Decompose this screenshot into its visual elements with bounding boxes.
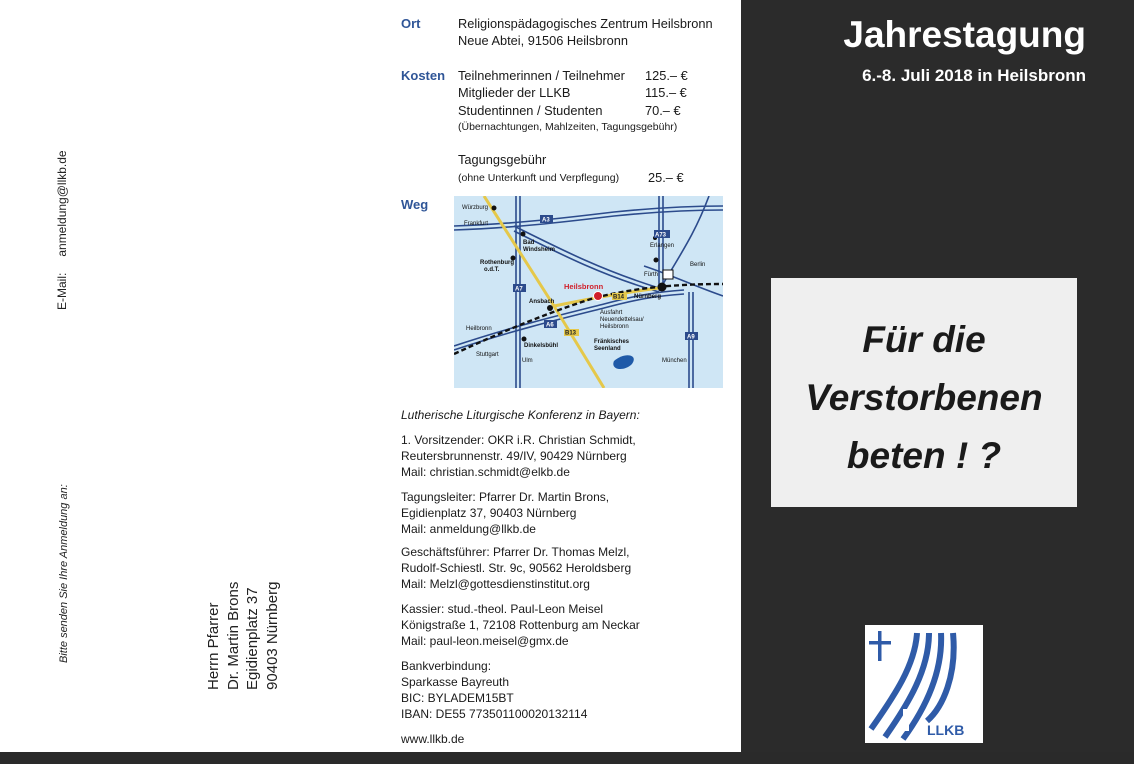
map-label: Erlangen [650, 243, 675, 249]
map-label: Frankfurt [464, 221, 489, 227]
email-value[interactable]: anmeldung@llkb.de [55, 150, 69, 257]
contact-block-chair [401, 432, 636, 480]
theme-line: beten ! ? [846, 435, 1002, 476]
map-label: Würzburg [462, 205, 489, 211]
contact-block-leader [401, 489, 609, 537]
theme-line: Verstorbenen [805, 377, 1043, 418]
ort-line: Religionspädagogisches Zentrum Heilsbronn [458, 16, 713, 31]
road-a9: A9 [687, 334, 695, 341]
road-b14: B14 [613, 294, 625, 301]
cover-panel [741, 0, 1134, 752]
price-label: Teilnehmerinnen / Teilnehmer [458, 68, 625, 83]
mailing-address [204, 582, 282, 690]
send-note: Bitte senden Sie Ihre Anmeldung an: [58, 484, 70, 663]
map-label: Heilsbronn [600, 324, 629, 330]
address-line: Herrn Pfarrer [205, 602, 222, 690]
contact-line: Reutersbrunnenstr. 49/IV, 90429 Nürnberg [401, 449, 627, 463]
llkb-logo-icon [865, 625, 983, 743]
llkb-logo [865, 625, 983, 743]
contact-line: Tagungsleiter: Pfarrer Dr. Martin Brons, [401, 490, 610, 504]
map-label: Neuendettelsau/ [600, 317, 644, 323]
contact-line: Egidienplatz 37, 90403 Nürnberg [401, 506, 577, 520]
map-label: Ulm [522, 358, 533, 364]
contact-line: Kassier: stud.-theol. Paul-Leon Meisel [401, 602, 604, 616]
contact-line: Geschäftsführer: Pfarrer Dr. Thomas Melzl, [401, 545, 630, 559]
bank-line: Bankverbindung: [401, 659, 492, 673]
map-label: Fränkisches [594, 339, 630, 345]
bank-line: Sparkasse Bayreuth [401, 675, 510, 689]
contact-mail[interactable]: Mail: christian.schmidt@elkb.de [401, 465, 570, 479]
prices-note: (Übernachtungen, Mahlzeiten, Tagungsgebühr) [458, 121, 678, 133]
price-amount: 125.– € [645, 68, 688, 83]
map-label: München [662, 358, 687, 364]
contact-line: Rudolf-Schiestl. Str. 9c, 90562 Heroldsberg [401, 561, 632, 575]
fee-amount: 25.– € [648, 170, 684, 185]
ort-line: Neue Abtei, 91506 Heilsbronn [458, 33, 629, 48]
theme-box [771, 278, 1077, 507]
road-a7: A7 [515, 286, 523, 293]
cover-subtitle: 6.-8. Juli 2018 in Heilsbronn [862, 66, 1086, 85]
contact-mail[interactable]: Mail: paul-leon.meisel@gmx.de [401, 634, 569, 648]
map-label: Berlin [690, 262, 706, 268]
map-label: Ansbach [529, 299, 555, 305]
map-label: Nürnberg [634, 294, 661, 300]
road-b13: B13 [565, 330, 577, 337]
fee-note: (ohne Unterkunft und Verpflegung) [458, 172, 620, 184]
road-a73: A73 [655, 232, 667, 239]
map-label: Bad [523, 240, 535, 246]
price-amount: 70.– € [645, 103, 681, 118]
address-line: Egidienplatz 37 [244, 587, 261, 690]
map-label: Windsheim [523, 247, 555, 253]
email-line [55, 150, 69, 310]
contact-line: 1. Vorsitzender: OKR i.R. Christian Schmidt, [401, 433, 636, 447]
contact-block-manager [401, 544, 631, 592]
price-amount: 115.– € [645, 85, 687, 100]
map-label: Rothenburg [480, 260, 514, 266]
cover-title: Jahrestagung [843, 14, 1086, 55]
contact-mail[interactable]: Mail: Melzl@gottesdienstinstitut.org [401, 577, 590, 591]
price-label: Studentinnen / Studenten [458, 103, 603, 118]
contact-block-treasurer [401, 601, 640, 649]
kosten-label: Kosten [401, 68, 446, 83]
map-label: Fürth [644, 272, 659, 278]
map-label: Stuttgart [476, 352, 499, 358]
map-label: Ausfahrt [600, 310, 623, 316]
address-line: Dr. Martin Brons [224, 581, 242, 690]
theme-text [771, 311, 1077, 485]
contact-mail[interactable]: Mail: anmeldung@llkb.de [401, 522, 536, 536]
road-a6: A6 [546, 322, 554, 329]
fee-label: Tagungsgebühr [458, 152, 547, 167]
bottom-bar [0, 752, 1134, 764]
map-label-heilsbronn: Heilsbronn [564, 282, 604, 291]
contact-line: Königstraße 1, 72108 Rottenburg am Neckar [401, 618, 640, 632]
road-a3: A3 [542, 217, 550, 224]
map-label: o.d.T. [484, 267, 500, 273]
org-heading: Lutherische Liturgische Konferenz in Bayern: [401, 408, 640, 422]
bank-line: BIC: BYLADEM15BT [401, 691, 514, 705]
address-line: 90403 Nürnberg [263, 581, 281, 690]
route-map [454, 196, 723, 388]
website-link[interactable]: www.llkb.de [401, 732, 465, 746]
logo-label: LLKB [927, 722, 965, 738]
price-label: Mitglieder der LLKB [458, 85, 571, 100]
map-label: Dinkelsbühl [524, 343, 559, 349]
email-label: E-Mail: [55, 272, 69, 310]
map-label: Seenland [594, 346, 621, 352]
weg-label: Weg [401, 197, 429, 212]
bank-line: IBAN: DE55 773501100020132114 [401, 707, 588, 721]
map-label: Heilbronn [466, 326, 492, 332]
ort-label: Ort [401, 16, 421, 31]
bank-block [401, 658, 587, 722]
theme-line: Für die [862, 319, 986, 360]
